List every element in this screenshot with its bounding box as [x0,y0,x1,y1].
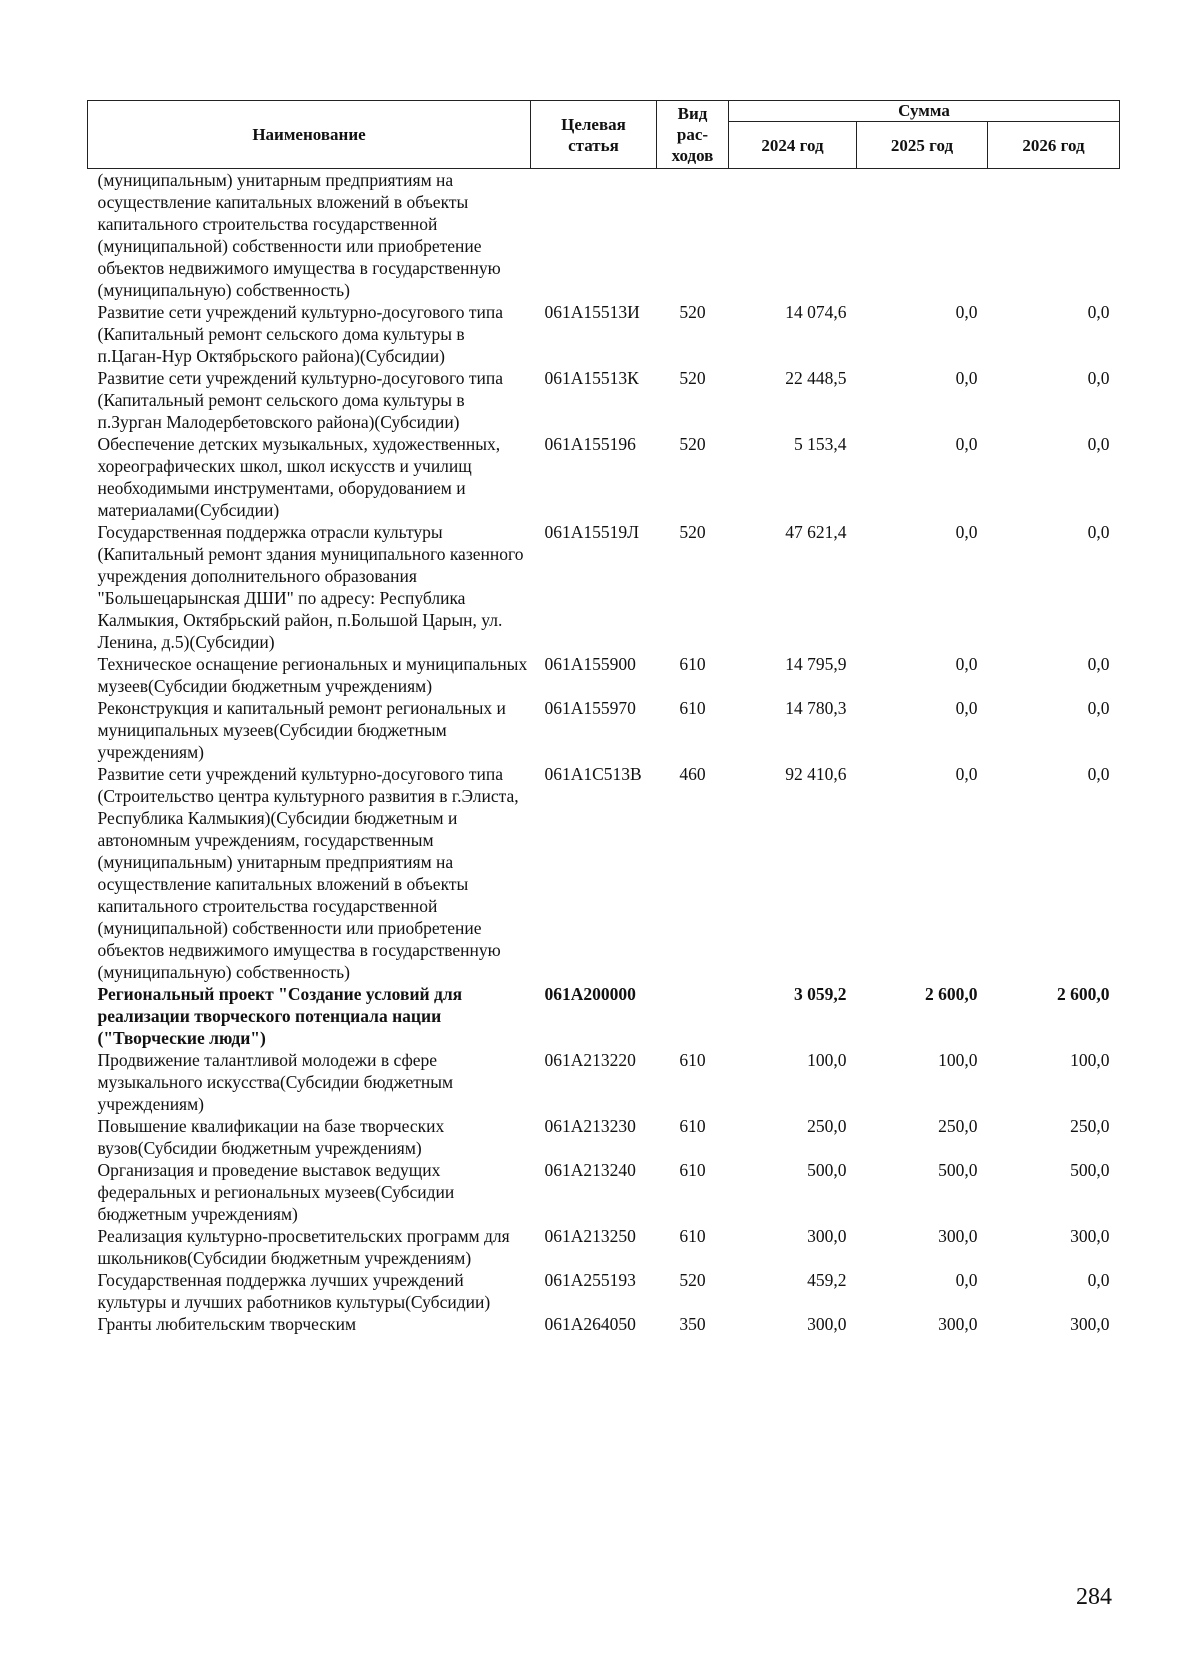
row-expense-type: 610 [679,1226,706,1246]
row-sum-2025: 0,0 [955,1270,978,1290]
header-2024: 2024 год [729,122,857,169]
row-expense-type [657,983,729,1049]
table-row [88,763,1120,983]
row-sum-2026: 0,0 [1087,764,1110,784]
row-expense-type: 520 [679,368,706,388]
row-target-code: 061А15519Л [544,522,640,542]
row-sum-2025: 0,0 [955,764,978,784]
row-target-code: 061А200000 [544,984,636,1004]
row-expense-type: 350 [679,1314,706,1334]
row-sum-2026: 0,0 [1087,1270,1110,1290]
table-row [88,521,1120,653]
row-name: Повышение квалификации на базе творческих вузов(Субсидии бюджетным учреждениям) [97,1116,445,1158]
table-row [88,1049,1120,1115]
row-sum-2025: 0,0 [955,654,978,674]
row-sum-2024: 300,0 [807,1226,847,1246]
row-sum-2024: 250,0 [807,1116,847,1136]
page-number: 284 [1076,1584,1112,1610]
row-name: Развитие сети учреждений культурно-досугового типа (Строительство центра культурного развития в г.Элиста, Республика Калмыкия)(Субсидии бюджетным и автономным учреждениям, государственным (муниципальным) унитарным предприятиям на осуществление капитальных вложений в объекты капитального строительства государственной (муниципальной) собственности или приобретение объектов недвижимого имущества в государственную (муниципальную) собственность) [97,764,519,982]
row-sum-2024: 92 410,6 [785,764,847,784]
row-name: Развитие сети учреждений культурно-досугового типа (Капитальный ремонт сельского дома культуры в п.Зурган Малодербетовского района)(Субсидии) [97,368,504,432]
budget-table [87,100,1120,1335]
row-expense-type: 520 [679,522,706,542]
row-name: Техническое оснащение региональных и муниципальных музеев(Субсидии бюджетным учреждениям) [97,654,528,696]
header-code: Целевая статья [531,101,657,169]
row-expense-type: 460 [679,764,706,784]
row-sum-2025: 300,0 [938,1314,978,1334]
row-sum-2024: 14 780,3 [785,698,847,718]
row-sum-2025: 100,0 [938,1050,978,1070]
row-sum-2024: 5 153,4 [794,434,847,454]
header-2025: 2025 год [857,122,988,169]
row-name: Развитие сети учреждений культурно-досугового типа (Капитальный ремонт сельского дома культуры в п.Цаган-Нур Октябрьского района)(Субсидии) [97,302,504,366]
table-row [88,697,1120,763]
row-expense-type: 520 [679,434,706,454]
row-name: Продвижение талантливой молодежи в сфере музыкального искусства(Субсидии бюджетным учреждениям) [97,1050,454,1114]
row-target-code: 061А213230 [544,1116,636,1136]
table-row [88,1269,1120,1313]
row-name: Гранты любительским творческим [97,1314,357,1334]
table-body [88,169,1120,1336]
row-name: Региональный проект "Создание условий для реализации творческого потенциала нации ("Творческие люди") [97,984,463,1048]
row-sum-2026: 300,0 [1070,1226,1110,1246]
row-sum-2024: 14 795,9 [785,654,847,674]
row-target-code [531,169,657,302]
row-sum-2024: 500,0 [807,1160,847,1180]
header-vid: Вид рас-ходов [657,101,729,169]
row-name: Государственная поддержка лучших учреждений культуры и лучших работников культуры(Субсидии) [97,1270,491,1312]
row-target-code: 061А15513И [544,302,640,322]
header-name: Наименование [88,101,531,169]
row-sum-2024: 3 059,2 [794,984,847,1004]
row-sum-2025: 250,0 [938,1116,978,1136]
row-sum-2026: 0,0 [1087,698,1110,718]
row-sum-2026: 250,0 [1070,1116,1110,1136]
row-name: Государственная поддержка отрасли культуры (Капитальный ремонт здания муниципального казенного учреждения дополнительного образования "Большецарынская ДШИ" по адресу: Республика Калмыкия, Октябрьский район, п.Большой Царын, ул. Ленина, д.5)(Субсидии) [97,522,524,652]
row-sum-2026: 0,0 [1087,522,1110,542]
row-expense-type: 610 [679,1116,706,1136]
row-sum-2024: 14 074,6 [785,302,847,322]
row-target-code: 061А264050 [544,1314,636,1334]
row-target-code: 061А1С513В [544,764,642,784]
table-row [88,983,1120,1049]
table-row [88,653,1120,697]
row-sum-2024: 47 621,4 [785,522,847,542]
row-sum-2025: 0,0 [955,302,978,322]
row-sum-2024: 459,2 [807,1270,847,1290]
row-expense-type: 520 [679,302,706,322]
row-sum-2026: 0,0 [1087,654,1110,674]
row-expense-type: 610 [679,1050,706,1070]
row-sum-2025: 0,0 [955,698,978,718]
row-target-code: 061А155970 [544,698,636,718]
row-expense-type: 610 [679,654,706,674]
row-sum-2025: 0,0 [955,522,978,542]
row-name: Реализация культурно-просветительских программ для школьников(Субсидии бюджетным учреждениям) [97,1226,510,1268]
row-sum-2026: 0,0 [1087,368,1110,388]
table-row [88,1115,1120,1159]
row-sum-2025: 2 600,0 [925,984,978,1004]
row-name: Организация и проведение выставок ведущих федеральных и региональных музеев(Субсидии бюджетным учреждениям) [97,1160,455,1224]
row-sum-2026: 0,0 [1087,434,1110,454]
row-sum-2025: 0,0 [955,368,978,388]
row-expense-type: 610 [679,698,706,718]
row-expense-type [657,169,729,302]
row-target-code: 061А255193 [544,1270,636,1290]
row-sum-2026: 100,0 [1070,1050,1110,1070]
row-sum-2025 [857,169,988,302]
row-target-code: 061А213220 [544,1050,636,1070]
table-header [88,101,1120,169]
row-target-code: 061А213240 [544,1160,636,1180]
table-row [88,1313,1120,1335]
header-sum: Сумма [729,101,1120,122]
row-target-code: 061А213250 [544,1226,636,1246]
row-sum-2024: 22 448,5 [785,368,847,388]
row-sum-2024 [729,169,857,302]
table-row [88,433,1120,521]
table-row [88,367,1120,433]
row-target-code: 061А155900 [544,654,636,674]
table-row [88,1159,1120,1225]
row-expense-type: 610 [679,1160,706,1180]
row-sum-2024: 100,0 [807,1050,847,1070]
row-name: Реконструкция и капитальный ремонт региональных и муниципальных музеев(Субсидии бюджетным учреждениям) [97,698,506,762]
row-target-code: 061А155196 [544,434,636,454]
row-name: Обеспечение детских музыкальных, художественных, хореографических школ, школ искусств и училищ необходимыми инструментами, оборудованием и материалами(Субсидии) [97,434,501,520]
row-name: (муниципальным) унитарным предприятиям на осуществление капитальных вложений в объекты капитального строительства государственной (муниципальной) собственности или приобретение объектов недвижимого имущества в государственную (муниципальную) собственность) [97,170,501,300]
row-sum-2025: 0,0 [955,434,978,454]
row-sum-2026: 300,0 [1070,1314,1110,1334]
row-sum-2025: 500,0 [938,1160,978,1180]
table-row [88,1225,1120,1269]
row-sum-2026: 500,0 [1070,1160,1110,1180]
row-sum-2024: 300,0 [807,1314,847,1334]
row-sum-2026: 0,0 [1087,302,1110,322]
header-2026: 2026 год [988,122,1120,169]
row-sum-2026: 2 600,0 [1057,984,1110,1004]
row-expense-type: 520 [679,1270,706,1290]
table-row [88,301,1120,367]
table-row [88,169,1120,302]
row-sum-2025: 300,0 [938,1226,978,1246]
row-target-code: 061А15513К [544,368,639,388]
row-sum-2026 [988,169,1120,302]
